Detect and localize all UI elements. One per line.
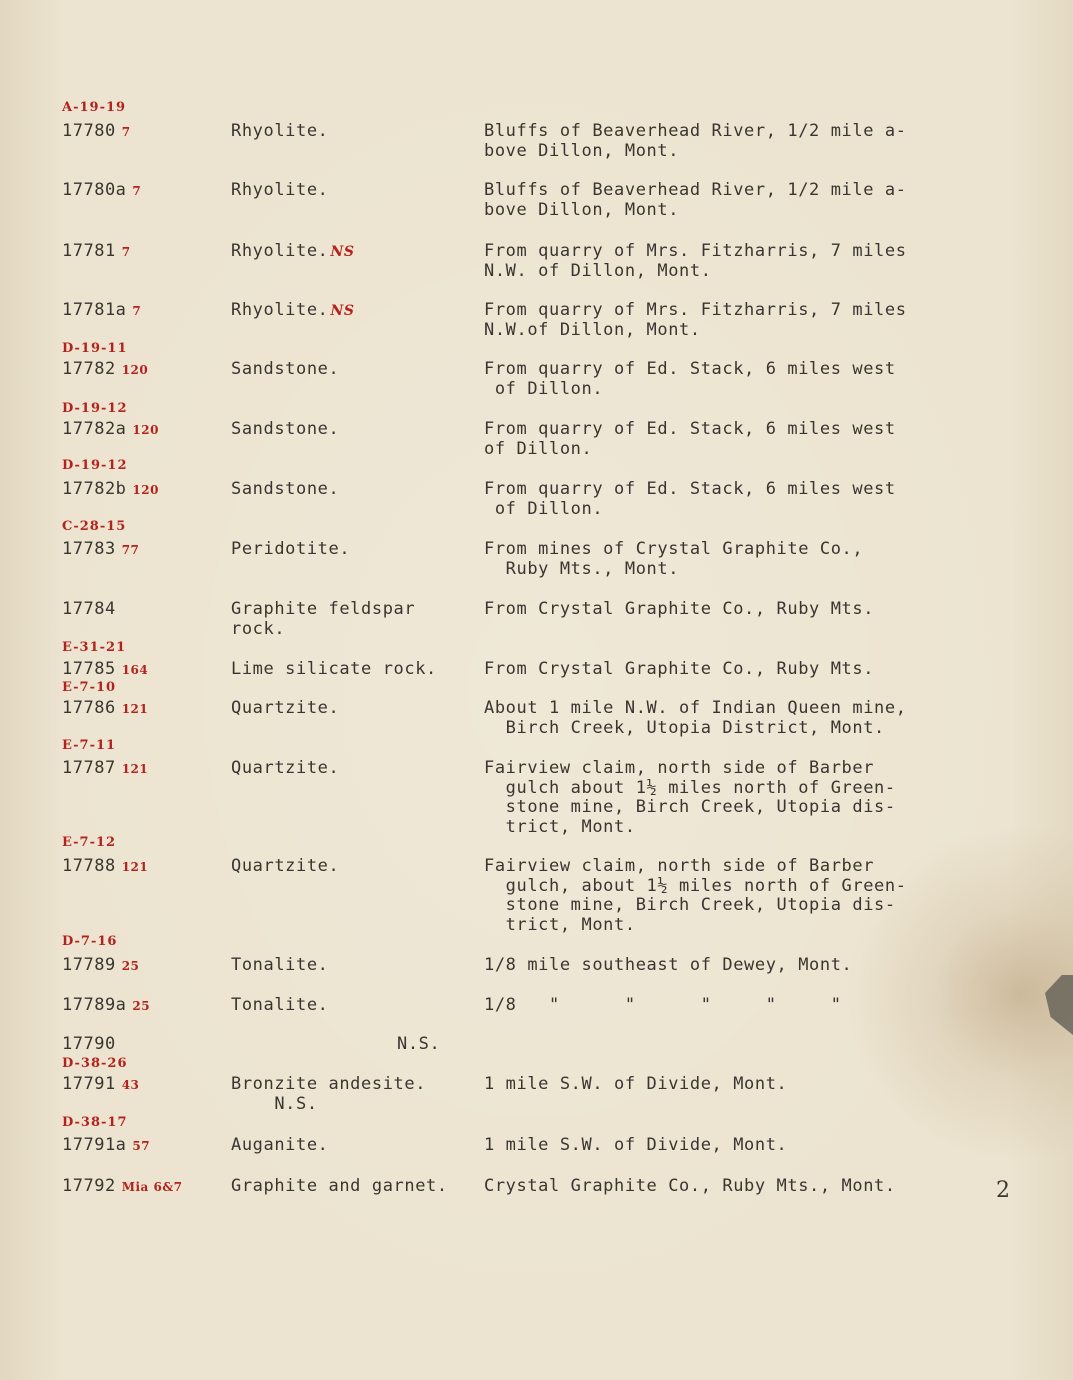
catalog-number	[62, 1035, 116, 1055]
locality-line: About 1 mile N.W. of Indian Queen mine,	[484, 698, 907, 718]
locality	[484, 1177, 964, 1197]
catalog-number	[62, 857, 148, 878]
rock-type: Sandstone.	[231, 479, 340, 499]
catalog-number	[62, 360, 148, 381]
red-ref: 57	[132, 1139, 151, 1153]
red-ref: 7	[132, 184, 142, 198]
red-code: D-7-16	[62, 934, 118, 949]
locality-line: 1/8 mile southeast of Dewey, Mont.	[484, 955, 853, 975]
red-ref: 120	[132, 483, 159, 497]
locality	[484, 857, 964, 935]
locality	[484, 660, 964, 680]
red-ref: 121	[121, 860, 149, 874]
locality-line: From quarry of Mrs. Fitzharris, 7 miles	[484, 241, 907, 261]
locality-line: From Crystal Graphite Co., Ruby Mts.	[484, 659, 875, 679]
catalog-number	[62, 480, 159, 501]
red-code: D-38-17	[62, 1115, 128, 1130]
locality	[484, 699, 964, 738]
specimen-number: 17788	[62, 856, 116, 876]
catalog-number	[62, 956, 139, 977]
rock-type: Peridotite.	[231, 539, 351, 559]
locality	[484, 1075, 964, 1095]
locality-line: gulch, about 1½ miles north of Green-	[484, 875, 907, 896]
red-ref: 7	[132, 304, 142, 318]
locality	[484, 540, 964, 579]
specimen-number: 17781	[62, 241, 116, 261]
rock-type: Rhyolite.	[231, 180, 329, 200]
specimen-number: 17791	[62, 1074, 116, 1094]
red-ref: Mia 6&7	[121, 1180, 183, 1194]
locality-line: of Dillon.	[484, 378, 604, 399]
red-code: D-38-26	[62, 1056, 128, 1071]
red-code: D-19-12	[62, 401, 128, 416]
red-code: D-19-11	[62, 341, 128, 356]
locality	[484, 242, 964, 281]
specimen-number: 17791a	[62, 1135, 127, 1155]
locality	[484, 1136, 964, 1156]
catalog-number	[62, 301, 141, 322]
locality-line: Bluffs of Beaverhead River, 1/2 mile a-	[484, 121, 907, 141]
red-ref: 7	[121, 245, 131, 259]
locality-line: bove Dillon, Mont.	[484, 140, 680, 161]
locality	[484, 420, 964, 459]
locality-line: Crystal Graphite Co., Ruby Mts., Mont.	[484, 1176, 896, 1196]
catalog-number	[62, 699, 148, 720]
specimen-number: 17781a	[62, 300, 127, 320]
specimen-number: 17784	[62, 599, 116, 619]
rock-type: Sandstone.	[231, 419, 340, 439]
red-code: E-7-12	[62, 835, 117, 850]
locality	[484, 600, 964, 620]
rock-type: Bronzite andesite. N.S.	[231, 1074, 427, 1114]
catalog-number	[62, 1136, 150, 1157]
red-ref: 120	[121, 363, 149, 377]
locality-line: trict, Mont.	[484, 914, 636, 935]
specimen-number: 17782b	[62, 479, 127, 499]
locality-line: gulch about 1½ miles north of Green-	[484, 777, 896, 798]
red-code: D-19-12	[62, 458, 128, 473]
locality-line: trict, Mont.	[484, 816, 636, 837]
specimen-number: 17792	[62, 1176, 116, 1196]
locality-line: From Crystal Graphite Co., Ruby Mts.	[484, 599, 875, 619]
red-code: E-31-21	[62, 640, 127, 655]
rock-type	[231, 301, 476, 322]
locality	[484, 181, 964, 220]
locality-line: Fairview claim, north side of Barber	[484, 856, 875, 876]
locality-line: bove Dillon, Mont.	[484, 199, 680, 220]
locality	[484, 759, 964, 837]
locality-line: From quarry of Mrs. Fitzharris, 7 miles	[484, 300, 907, 320]
locality-line: 1 mile S.W. of Divide, Mont.	[484, 1074, 788, 1094]
locality-line: From quarry of Ed. Stack, 6 miles west	[484, 359, 896, 379]
locality-line: Fairview claim, north side of Barber	[484, 758, 875, 778]
catalog-number	[62, 660, 148, 681]
red-ref: 121	[121, 702, 149, 716]
catalog-number	[62, 996, 150, 1017]
locality-line: N.W.of Dillon, Mont.	[484, 319, 701, 340]
rock-name: Rhyolite.	[231, 241, 329, 261]
locality-line: 1 mile S.W. of Divide, Mont.	[484, 1135, 788, 1155]
specimen-number: 17785	[62, 659, 116, 679]
red-code: E-7-10	[62, 680, 117, 695]
locality-line: Bluffs of Beaverhead River, 1/2 mile a-	[484, 180, 907, 200]
locality	[484, 360, 964, 399]
red-ref: 25	[121, 959, 140, 973]
locality	[484, 996, 964, 1016]
rock-type: Quartzite.	[231, 698, 340, 718]
paper-damage	[1045, 975, 1073, 1035]
specimen-number: 17789a	[62, 995, 127, 1015]
catalog-number	[62, 242, 131, 263]
catalog-number	[62, 759, 148, 780]
locality-line: From mines of Crystal Graphite Co.,	[484, 539, 864, 559]
locality	[484, 480, 964, 519]
specimen-number: 17786	[62, 698, 116, 718]
locality-line: 1/8 " " " " "	[484, 995, 842, 1015]
red-ref: 120	[132, 423, 159, 437]
specimen-number: 17782	[62, 359, 116, 379]
red-code: A-19-19	[62, 100, 127, 115]
catalog-number	[62, 181, 141, 202]
specimen-number: 17782a	[62, 419, 127, 439]
red-code: C-28-15	[62, 519, 127, 534]
rock-type	[231, 242, 476, 263]
red-ns-mark: NS	[330, 244, 355, 260]
locality-line: From quarry of Ed. Stack, 6 miles west	[484, 419, 896, 439]
locality-line: stone mine, Birch Creek, Utopia dis-	[484, 895, 896, 916]
locality-line: N.W. of Dillon, Mont.	[484, 260, 712, 281]
rock-type: Graphite feldspar rock.	[231, 599, 416, 639]
locality-line: Birch Creek, Utopia District, Mont.	[484, 717, 885, 738]
locality-line: of Dillon.	[484, 498, 604, 519]
red-ref: 164	[121, 663, 149, 677]
locality	[484, 122, 964, 161]
rock-type: Sandstone.	[231, 359, 340, 379]
specimen-number: 17783	[62, 539, 116, 559]
locality-line: of Dillon.	[484, 438, 593, 459]
locality	[484, 301, 964, 340]
ns-note: N.S.	[397, 1034, 441, 1054]
page-number: 2	[996, 1178, 1010, 1203]
catalog-number	[62, 420, 159, 441]
red-ref: 43	[121, 1078, 140, 1092]
locality-line: From quarry of Ed. Stack, 6 miles west	[484, 479, 896, 499]
locality-line: Ruby Mts., Mont.	[484, 558, 680, 579]
red-code: E-7-11	[62, 738, 117, 753]
rock-name: Rhyolite.	[231, 300, 329, 320]
rock-type: Rhyolite.	[231, 121, 329, 141]
specimen-number: 17780	[62, 121, 116, 141]
catalog-number	[62, 600, 116, 620]
catalog-number	[62, 540, 139, 561]
red-ref: 77	[121, 543, 140, 557]
red-ref: 25	[132, 999, 151, 1013]
rock-type: Quartzite.	[231, 758, 340, 778]
catalog-number	[62, 1075, 139, 1096]
rock-type: Quartzite.	[231, 856, 340, 876]
specimen-number: 17780a	[62, 180, 127, 200]
rock-type: Lime silicate rock.	[231, 659, 437, 679]
rock-type: Auganite.	[231, 1135, 329, 1155]
locality-line: stone mine, Birch Creek, Utopia dis-	[484, 797, 896, 818]
catalog-number	[62, 1177, 183, 1198]
red-ref: 7	[121, 125, 131, 139]
specimen-number: 17790	[62, 1034, 116, 1054]
rock-type: Graphite and garnet.	[231, 1176, 448, 1196]
rock-type: Tonalite.	[231, 955, 329, 975]
red-ns-mark: NS	[330, 303, 355, 319]
specimen-number: 17789	[62, 955, 116, 975]
catalog-number	[62, 122, 131, 143]
locality	[484, 956, 964, 976]
red-ref: 121	[121, 762, 149, 776]
rock-type: Tonalite.	[231, 995, 329, 1015]
specimen-number: 17787	[62, 758, 116, 778]
